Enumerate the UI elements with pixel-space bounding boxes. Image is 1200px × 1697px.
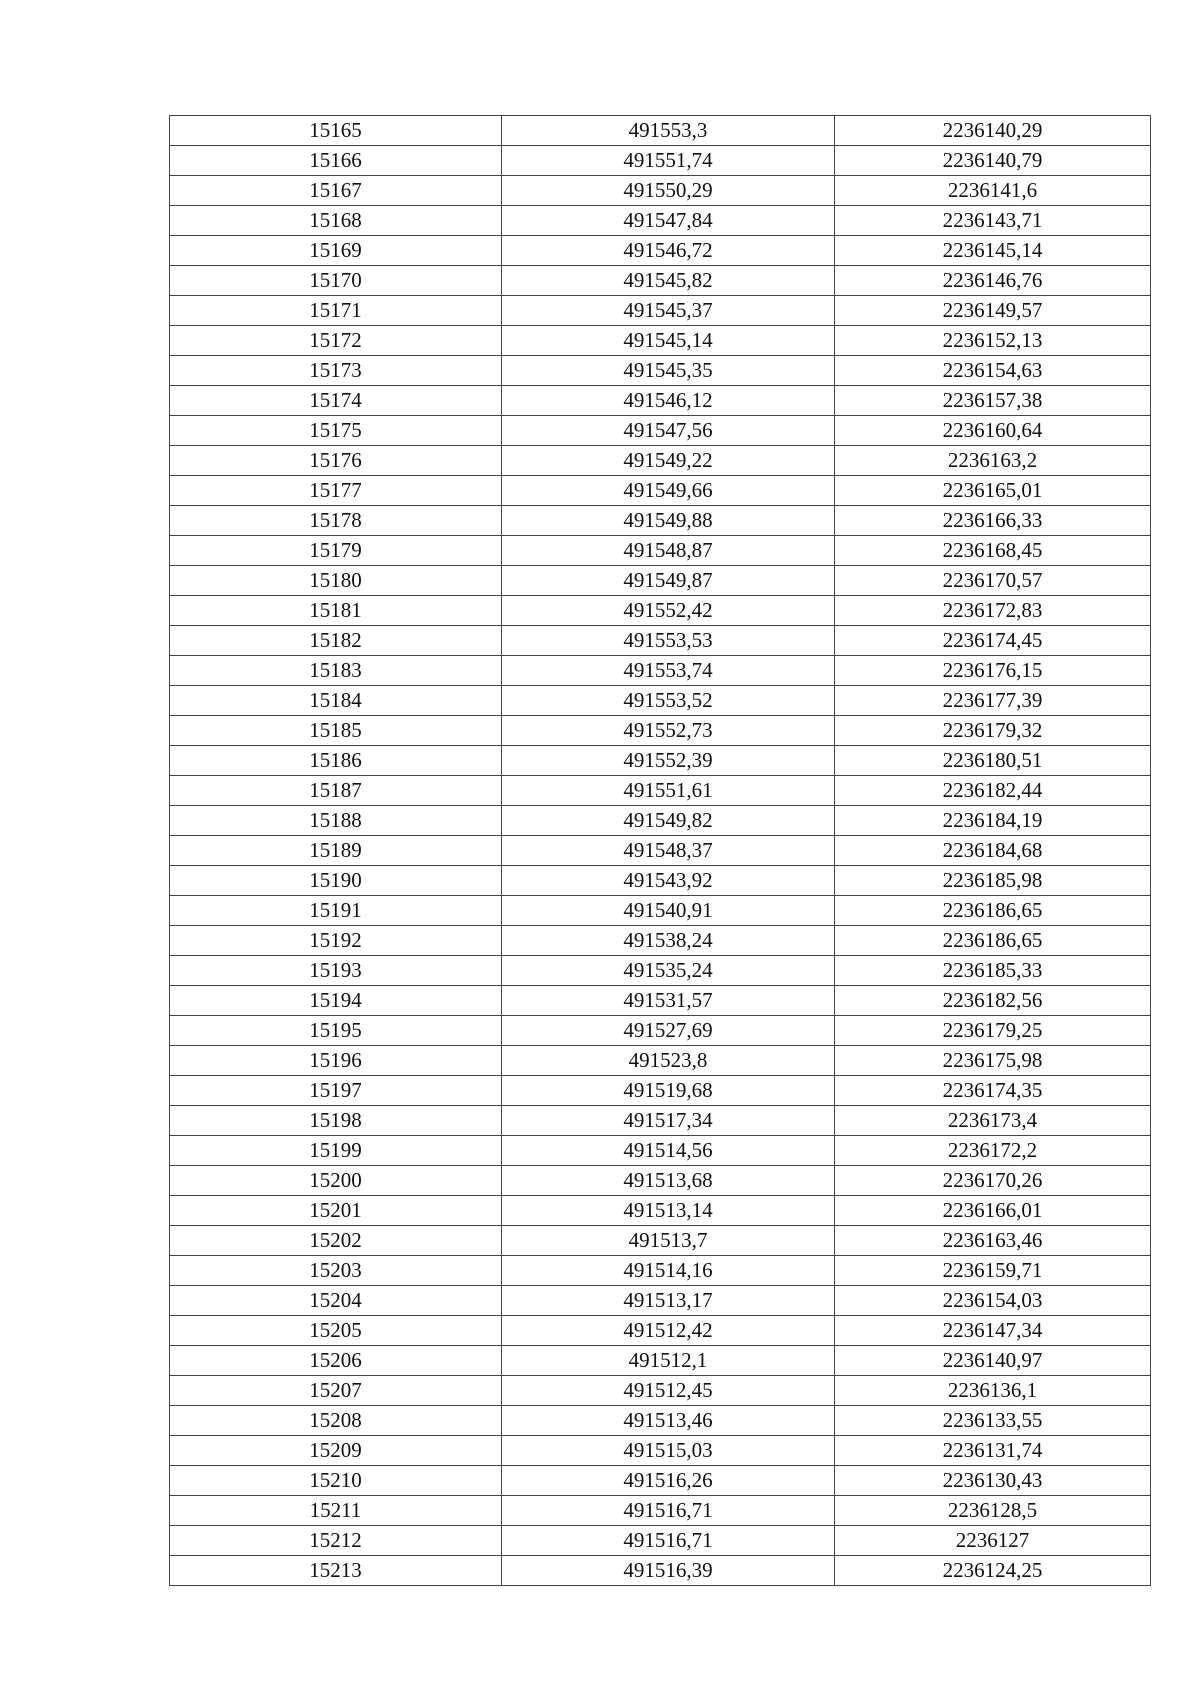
table-row <box>170 926 1151 956</box>
table-row <box>170 1406 1151 1436</box>
table-row <box>170 236 1151 266</box>
point-number-cell: 15211 <box>170 1496 502 1526</box>
y-coordinate-cell: 2236143,71 <box>835 206 1151 236</box>
x-coordinate-cell: 491551,74 <box>502 146 835 176</box>
point-number-cell: 15174 <box>170 386 502 416</box>
x-coordinate-cell: 491512,1 <box>502 1346 835 1376</box>
x-coordinate-cell: 491527,69 <box>502 1016 835 1046</box>
x-coordinate-cell: 491513,14 <box>502 1196 835 1226</box>
point-number-cell: 15189 <box>170 836 502 866</box>
y-coordinate-cell: 2236168,45 <box>835 536 1151 566</box>
table-row <box>170 1196 1151 1226</box>
coordinates-table <box>169 115 1151 1586</box>
x-coordinate-cell: 491553,53 <box>502 626 835 656</box>
point-number-cell: 15195 <box>170 1016 502 1046</box>
x-coordinate-cell: 491513,7 <box>502 1226 835 1256</box>
y-coordinate-cell: 2236133,55 <box>835 1406 1151 1436</box>
table-row <box>170 326 1151 356</box>
x-coordinate-cell: 491516,71 <box>502 1496 835 1526</box>
point-number-cell: 15184 <box>170 686 502 716</box>
y-coordinate-cell: 2236173,4 <box>835 1106 1151 1136</box>
point-number-cell: 15210 <box>170 1466 502 1496</box>
point-number-cell: 15193 <box>170 956 502 986</box>
y-coordinate-cell: 2236185,33 <box>835 956 1151 986</box>
table-row <box>170 386 1151 416</box>
y-coordinate-cell: 2236166,01 <box>835 1196 1151 1226</box>
x-coordinate-cell: 491516,39 <box>502 1556 835 1586</box>
y-coordinate-cell: 2236127 <box>835 1526 1151 1556</box>
table-row <box>170 1166 1151 1196</box>
y-coordinate-cell: 2236157,38 <box>835 386 1151 416</box>
point-number-cell: 15205 <box>170 1316 502 1346</box>
y-coordinate-cell: 2236182,56 <box>835 986 1151 1016</box>
table-row <box>170 416 1151 446</box>
table-row <box>170 956 1151 986</box>
table-row <box>170 536 1151 566</box>
point-number-cell: 15200 <box>170 1166 502 1196</box>
point-number-cell: 15172 <box>170 326 502 356</box>
point-number-cell: 15180 <box>170 566 502 596</box>
y-coordinate-cell: 2236146,76 <box>835 266 1151 296</box>
x-coordinate-cell: 491515,03 <box>502 1436 835 1466</box>
x-coordinate-cell: 491513,46 <box>502 1406 835 1436</box>
table-row <box>170 1526 1151 1556</box>
point-number-cell: 15201 <box>170 1196 502 1226</box>
point-number-cell: 15165 <box>170 116 502 146</box>
x-coordinate-cell: 491547,84 <box>502 206 835 236</box>
table-row <box>170 806 1151 836</box>
table-row <box>170 986 1151 1016</box>
x-coordinate-cell: 491545,82 <box>502 266 835 296</box>
y-coordinate-cell: 2236174,35 <box>835 1076 1151 1106</box>
x-coordinate-cell: 491540,91 <box>502 896 835 926</box>
point-number-cell: 15190 <box>170 866 502 896</box>
y-coordinate-cell: 2236131,74 <box>835 1436 1151 1466</box>
point-number-cell: 15186 <box>170 746 502 776</box>
point-number-cell: 15206 <box>170 1346 502 1376</box>
table-row <box>170 1256 1151 1286</box>
y-coordinate-cell: 2236176,15 <box>835 656 1151 686</box>
table-row <box>170 206 1151 236</box>
table-row <box>170 1376 1151 1406</box>
x-coordinate-cell: 491549,22 <box>502 446 835 476</box>
x-coordinate-cell: 491546,72 <box>502 236 835 266</box>
y-coordinate-cell: 2236170,26 <box>835 1166 1151 1196</box>
point-number-cell: 15187 <box>170 776 502 806</box>
x-coordinate-cell: 491552,39 <box>502 746 835 776</box>
table-row <box>170 506 1151 536</box>
x-coordinate-cell: 491549,87 <box>502 566 835 596</box>
x-coordinate-cell: 491519,68 <box>502 1076 835 1106</box>
x-coordinate-cell: 491513,17 <box>502 1286 835 1316</box>
point-number-cell: 15170 <box>170 266 502 296</box>
table-row <box>170 146 1151 176</box>
y-coordinate-cell: 2236184,19 <box>835 806 1151 836</box>
point-number-cell: 15212 <box>170 1526 502 1556</box>
x-coordinate-cell: 491538,24 <box>502 926 835 956</box>
x-coordinate-cell: 491531,57 <box>502 986 835 1016</box>
point-number-cell: 15185 <box>170 716 502 746</box>
point-number-cell: 15171 <box>170 296 502 326</box>
x-coordinate-cell: 491549,82 <box>502 806 835 836</box>
point-number-cell: 15203 <box>170 1256 502 1286</box>
x-coordinate-cell: 491514,56 <box>502 1136 835 1166</box>
point-number-cell: 15207 <box>170 1376 502 1406</box>
x-coordinate-cell: 491517,34 <box>502 1106 835 1136</box>
y-coordinate-cell: 2236147,34 <box>835 1316 1151 1346</box>
y-coordinate-cell: 2236130,43 <box>835 1466 1151 1496</box>
x-coordinate-cell: 491548,87 <box>502 536 835 566</box>
table-row <box>170 1346 1151 1376</box>
table-row <box>170 1076 1151 1106</box>
x-coordinate-cell: 491552,73 <box>502 716 835 746</box>
x-coordinate-cell: 491516,26 <box>502 1466 835 1496</box>
y-coordinate-cell: 2236170,57 <box>835 566 1151 596</box>
table-row <box>170 296 1151 326</box>
table-row <box>170 356 1151 386</box>
x-coordinate-cell: 491549,88 <box>502 506 835 536</box>
point-number-cell: 15166 <box>170 146 502 176</box>
table-row <box>170 1286 1151 1316</box>
x-coordinate-cell: 491513,68 <box>502 1166 835 1196</box>
x-coordinate-cell: 491552,42 <box>502 596 835 626</box>
table-row <box>170 1556 1151 1586</box>
point-number-cell: 15173 <box>170 356 502 386</box>
y-coordinate-cell: 2236140,29 <box>835 116 1151 146</box>
x-coordinate-cell: 491553,3 <box>502 116 835 146</box>
y-coordinate-cell: 2236174,45 <box>835 626 1151 656</box>
y-coordinate-cell: 2236165,01 <box>835 476 1151 506</box>
point-number-cell: 15183 <box>170 656 502 686</box>
y-coordinate-cell: 2236182,44 <box>835 776 1151 806</box>
x-coordinate-cell: 491548,37 <box>502 836 835 866</box>
table-row <box>170 596 1151 626</box>
x-coordinate-cell: 491545,35 <box>502 356 835 386</box>
point-number-cell: 15209 <box>170 1436 502 1466</box>
point-number-cell: 15196 <box>170 1046 502 1076</box>
y-coordinate-cell: 2236163,2 <box>835 446 1151 476</box>
table-row <box>170 476 1151 506</box>
y-coordinate-cell: 2236159,71 <box>835 1256 1151 1286</box>
table-row <box>170 446 1151 476</box>
table-row <box>170 626 1151 656</box>
table-row <box>170 1136 1151 1166</box>
y-coordinate-cell: 2236179,32 <box>835 716 1151 746</box>
x-coordinate-cell: 491543,92 <box>502 866 835 896</box>
table-row <box>170 1496 1151 1526</box>
point-number-cell: 15177 <box>170 476 502 506</box>
point-number-cell: 15204 <box>170 1286 502 1316</box>
table-row <box>170 866 1151 896</box>
table-row <box>170 1046 1151 1076</box>
table-row <box>170 896 1151 926</box>
point-number-cell: 15202 <box>170 1226 502 1256</box>
table-row <box>170 1316 1151 1346</box>
table-row <box>170 746 1151 776</box>
table-row <box>170 1016 1151 1046</box>
y-coordinate-cell: 2236154,63 <box>835 356 1151 386</box>
y-coordinate-cell: 2236177,39 <box>835 686 1151 716</box>
y-coordinate-cell: 2236166,33 <box>835 506 1151 536</box>
table-row <box>170 716 1151 746</box>
x-coordinate-cell: 491545,37 <box>502 296 835 326</box>
x-coordinate-cell: 491512,42 <box>502 1316 835 1346</box>
y-coordinate-cell: 2236149,57 <box>835 296 1151 326</box>
y-coordinate-cell: 2236128,5 <box>835 1496 1151 1526</box>
x-coordinate-cell: 491547,56 <box>502 416 835 446</box>
y-coordinate-cell: 2236186,65 <box>835 896 1151 926</box>
point-number-cell: 15182 <box>170 626 502 656</box>
table-row <box>170 266 1151 296</box>
point-number-cell: 15197 <box>170 1076 502 1106</box>
table-row <box>170 686 1151 716</box>
table-row <box>170 1106 1151 1136</box>
y-coordinate-cell: 2236145,14 <box>835 236 1151 266</box>
x-coordinate-cell: 491514,16 <box>502 1256 835 1286</box>
point-number-cell: 15169 <box>170 236 502 266</box>
y-coordinate-cell: 2236186,65 <box>835 926 1151 956</box>
point-number-cell: 15168 <box>170 206 502 236</box>
table-row <box>170 776 1151 806</box>
table-row <box>170 176 1151 206</box>
y-coordinate-cell: 2236124,25 <box>835 1556 1151 1586</box>
x-coordinate-cell: 491553,52 <box>502 686 835 716</box>
y-coordinate-cell: 2236154,03 <box>835 1286 1151 1316</box>
x-coordinate-cell: 491553,74 <box>502 656 835 686</box>
point-number-cell: 15179 <box>170 536 502 566</box>
y-coordinate-cell: 2236175,98 <box>835 1046 1151 1076</box>
x-coordinate-cell: 491545,14 <box>502 326 835 356</box>
y-coordinate-cell: 2236140,97 <box>835 1346 1151 1376</box>
coordinates-table-body <box>170 116 1151 1586</box>
point-number-cell: 15192 <box>170 926 502 956</box>
x-coordinate-cell: 491546,12 <box>502 386 835 416</box>
x-coordinate-cell: 491523,8 <box>502 1046 835 1076</box>
point-number-cell: 15167 <box>170 176 502 206</box>
point-number-cell: 15194 <box>170 986 502 1016</box>
y-coordinate-cell: 2236152,13 <box>835 326 1151 356</box>
x-coordinate-cell: 491551,61 <box>502 776 835 806</box>
point-number-cell: 15181 <box>170 596 502 626</box>
y-coordinate-cell: 2236163,46 <box>835 1226 1151 1256</box>
y-coordinate-cell: 2236160,64 <box>835 416 1151 446</box>
y-coordinate-cell: 2236184,68 <box>835 836 1151 866</box>
point-number-cell: 15175 <box>170 416 502 446</box>
table-row <box>170 1226 1151 1256</box>
table-row <box>170 1436 1151 1466</box>
point-number-cell: 15176 <box>170 446 502 476</box>
point-number-cell: 15208 <box>170 1406 502 1436</box>
x-coordinate-cell: 491550,29 <box>502 176 835 206</box>
point-number-cell: 15178 <box>170 506 502 536</box>
y-coordinate-cell: 2236172,83 <box>835 596 1151 626</box>
y-coordinate-cell: 2236172,2 <box>835 1136 1151 1166</box>
y-coordinate-cell: 2236136,1 <box>835 1376 1151 1406</box>
table-row <box>170 116 1151 146</box>
point-number-cell: 15198 <box>170 1106 502 1136</box>
table-row <box>170 1466 1151 1496</box>
y-coordinate-cell: 2236179,25 <box>835 1016 1151 1046</box>
point-number-cell: 15188 <box>170 806 502 836</box>
table-row <box>170 656 1151 686</box>
table-row <box>170 566 1151 596</box>
point-number-cell: 15213 <box>170 1556 502 1586</box>
point-number-cell: 15191 <box>170 896 502 926</box>
x-coordinate-cell: 491535,24 <box>502 956 835 986</box>
point-number-cell: 15199 <box>170 1136 502 1166</box>
y-coordinate-cell: 2236185,98 <box>835 866 1151 896</box>
y-coordinate-cell: 2236141,6 <box>835 176 1151 206</box>
y-coordinate-cell: 2236140,79 <box>835 146 1151 176</box>
x-coordinate-cell: 491512,45 <box>502 1376 835 1406</box>
y-coordinate-cell: 2236180,51 <box>835 746 1151 776</box>
x-coordinate-cell: 491516,71 <box>502 1526 835 1556</box>
x-coordinate-cell: 491549,66 <box>502 476 835 506</box>
table-row <box>170 836 1151 866</box>
